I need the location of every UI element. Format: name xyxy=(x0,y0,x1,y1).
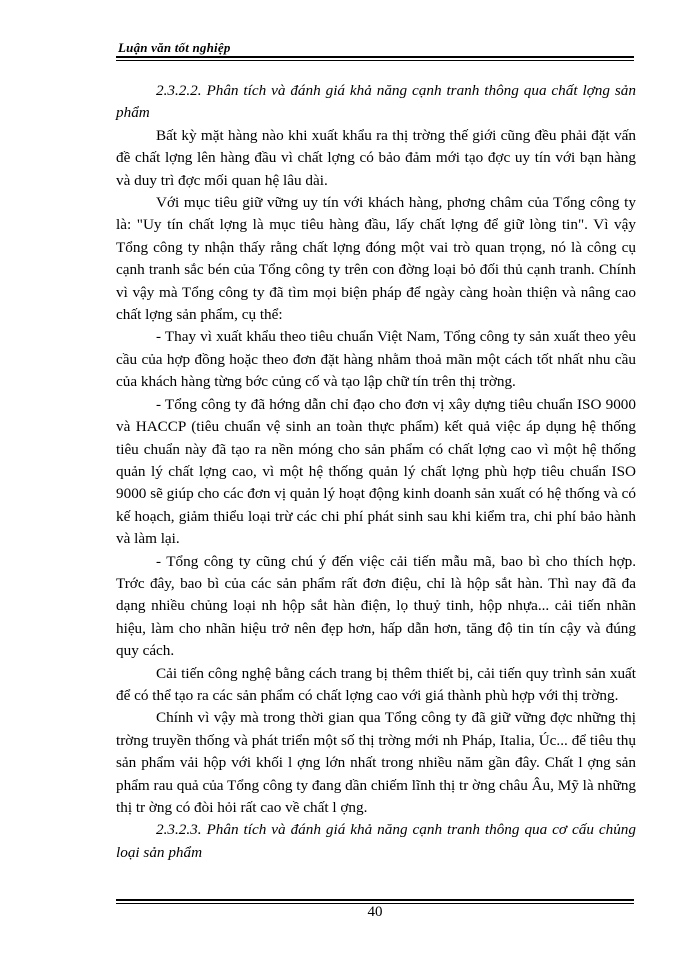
footer-rule xyxy=(116,899,634,901)
bullet-paragraph: - Thay vì xuất khẩu theo tiêu chuẩn Việt Nam, Tổng công ty sản xuất theo yêu cầu của hợp đồng hoặc theo đơn đặt hàng nhằm thoả mãn một cách tốt nhất nhu cầu của khách hàng từng bớc củng cố và tạo lập chữ tín trên thị trờng. xyxy=(116,328,636,391)
paragraph: Cải tiến công nghệ bằng cách trang bị thêm thiết bị, cải tiến quy trình sản xuất để có thể tạo ra các sản phẩm có chất lợng cao với giá thành phù hợp với thị trờng. xyxy=(116,664,636,704)
bullet-paragraph: - Tổng công ty đã hớng dẫn chỉ đạo cho đơn vị xây dựng tiêu chuẩn ISO 9000 và HACCP (tiêu chuẩn vệ sinh an toàn thực phẩm) kết quả việc áp dụng hệ thống tiêu chuẩn này đã tạo ra nền móng cho sản phẩm có chất lợng cao vì một hệ thống quản lý chất lợng cao, vì một hệ thống quản lý chất lợng phù hợp tiêu chuẩn ISO 9000 sẽ giúp cho các đơn vị quản lý hoạt động kinh doanh sản xuất có hệ thống và có kế hoạch, giảm thiểu loại trừ các chi phí phát sinh sau khi kiểm tra, chi phí bảo hành và làm lại. xyxy=(116,395,636,548)
paragraph: Với mục tiêu giữ vững uy tín với khách hàng, phơng châm của Tổng công ty là: "Uy tín chất lợng là mục tiêu hàng đầu, lấy chất lợng để giữ lòng tin". Vì vậy Tổng công ty nhận thấy rằng chất lợng đóng một vai trò quan trọng, nó là công cụ cạnh tranh sắc bén của Tổng công ty trên con đờng loại bỏ đối thủ cạnh tranh. Chính vì vậy mà Tổng công ty đã tìm mọi biện pháp để ngày càng hoàn thiện và nâng cao chất lợng sản phẩm, cụ thể: xyxy=(116,194,636,324)
section-heading: 2.3.2.2. Phân tích và đánh giá khả năng cạnh tranh thông qua chất lợng sản phẩm xyxy=(116,82,636,122)
document-body xyxy=(116,80,636,864)
header-rule xyxy=(116,56,634,58)
paragraph: Bất kỳ mặt hàng nào khi xuất khẩu ra thị trờng thế giới cũng đều phải đặt vấn đề chất lợng lên hàng đầu vì chất lợng có bảo đảm mới tạo đợc uy tín với bạn hàng và duy trì đợc mối quan hệ lâu dài. xyxy=(116,126,636,189)
paragraph: Chính vì vậy mà trong thời gian qua Tổng công ty đã giữ vững đợc những thị trờng truyền thống và phát triển một số thị trờng mới nh Pháp, Italia, Úc... để tiêu thụ sản phẩm vải hộp với khối l ợng lớn nhất trong nhiều năm gần đây. Chất l ợng sản phẩm rau quả của Tổng công ty đang dần chiếm lĩnh thị tr ờng châu Âu, Mỹ là những thị tr ờng có đòi hỏi rất cao về chất l ợng. xyxy=(116,709,637,816)
header-rule-thin xyxy=(116,60,634,61)
section-heading: 2.3.2.3. Phân tích và đánh giá khả năng cạnh tranh thông qua cơ cấu chủng loại sản phẩm xyxy=(116,821,636,861)
running-header: Luận văn tốt nghiệp xyxy=(118,40,231,55)
bullet-paragraph: - Tổng công ty cũng chú ý đến việc cải tiến mẫu mã, bao bì cho thích hợp. Trớc đây, bao bì của các sản phẩm rất đơn điệu, chỉ là hộp sắt hàn. Thì nay đã đa dạng nhiều chủng loại nh hộp sắt hàn điện, lọ thuỷ tinh, hộp nhựa... cải tiến nhãn hiệu, làm cho nhãn hiệu trở nên đẹp hơn, hấp dẫn hơn, tăng độ tin tín cậy và đúng quy cách. xyxy=(116,552,636,660)
page-number: 40 xyxy=(367,904,383,920)
